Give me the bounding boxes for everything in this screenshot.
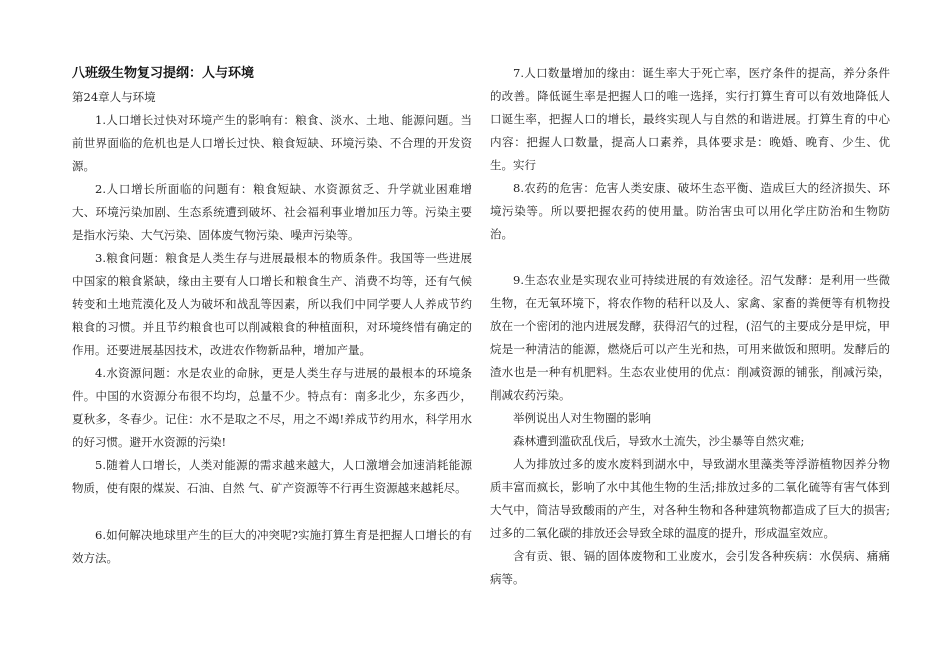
paragraph-1: 1.人口增长过快对环境产生的影响有：粮食、淡水、土地、能源问题。当前世界面临的危机也是人口增长过快、粮食短缺、环境污染、不合理的开发资源。 — [72, 113, 472, 173]
paragraph-6: 6.如何解决地球里产生的巨大的冲突呢?实施打算生育是把握人口增长的有效方法。 — [72, 528, 472, 565]
spacer — [490, 246, 890, 269]
paragraph-7: 7.人口数量增加的缘由：诞生率大于死亡率，医疗条件的提高，养分条件的改善。降低诞生率是把握人口的唯一选择，实行打算生育可以有效地降低人口诞生率，把握人口的增长，最终实现人与自然的和谐进展。打算生育的中心内容：把握人口数量，提高人口素养，具体要求是：晚婚、晚育、少生、优生。实行 — [490, 66, 890, 172]
section-heading-human-impact: 举例说出人对生物圈的影响 — [513, 411, 651, 425]
paragraph-3: 3.粮食问题：粮食是人类生存与进展最根本的物质条件。我国等一些进展中国家的粮食紧缺，缘由主要有人口增长和粮食生产、消费不均等，还有气候转变和土地荒漠化及人为破坏和战乱等因素，所以我们中同学要人人养成节约粮食的习惯。并且节约粮食也可以削减粮食的种植面积，对环境终惜有确定的作用。还要进展基因技术，改进农作物新品种，增加产量。 — [72, 251, 472, 357]
paragraph-forest: 森林遭到滥砍乱伐后，导致水土流失，沙尘暴等自然灾难; — [513, 434, 805, 448]
right-column — [490, 62, 890, 591]
document-title: 八班级生物复习提纲：人与环境 — [72, 66, 255, 81]
chapter-heading: 第24章人与环境 — [72, 90, 156, 104]
paragraph-heavy-metals: 含有贡、银、镉的固体废物和工业废水，会引发各种疾病：水俣病、痛痛病等。 — [490, 549, 890, 586]
paragraph-5: 5.随着人口增长，人类对能源的需求越来越大，人口激增会加速消耗能源物质，使有限的煤炭、石油、自然 气、矿产资源等不行再生资源越来越耗尽。 — [72, 458, 472, 495]
paragraph-4: 4.水资源问题：水是农业的命脉，更是人类生存与进展的最根本的环境条件。中国的水资源分布很不均均，总量不少。特点有：南多北少，东多西少，夏秋多，冬春少。记住：水不是取之不尽，用之不竭!养成节约用水，科学用水的好习惯。避开水资源的污染! — [72, 366, 472, 449]
paragraph-9: 9.生态农业是实现农业可持续进展的有效途径。沼气发酵：是利用一些微生物，在无氧环境下，将农作物的秸秆以及人、家禽、家畜的粪便等有机物投放在一个密闭的池内进展发酵，获得沼气的过程，(沼气的主要成分是甲烷，甲烷是一种清洁的能源，燃烧后可以产生光和热，可用来做饭和照明。发酵后的渣水也是一种有机肥料。生态农业使用的优点：削减资源的铺张，削减污染，削减农药污染。 — [490, 273, 890, 402]
left-column — [72, 62, 472, 570]
spacer — [72, 500, 472, 524]
paragraph-8: 8.农药的危害：危害人类安康、破坏生态平衡、造成巨大的经济损失、环境污染等。所以要把握农药的使用量。防治害虫可以用化学庄防治和生物防治。 — [490, 181, 890, 241]
paragraph-2: 2.人口增长所面临的问题有：粮食短缺、水资源贫乏、升学就业困难增大、环境污染加剧、生态系统遭到破坏、社会福利事业增加压力等。污染主要是指水污染、大气污染、固体废气物污染、噪声污染等。 — [72, 182, 472, 242]
paragraph-pollution: 人为排放过多的废水废料到湖水中，导致湖水里藻类等浮游植物因养分物质丰富而疯长，影响了水中其他生物的生活;排放过多的二氧化硫等有害气体到大气中，简洁导致酸雨的产生，对各种生物和各种建筑物都造成了巨大的损害;过多的二氧化碳的排放还会导致全球的温度的提升，形成温室效应。 — [490, 457, 890, 540]
